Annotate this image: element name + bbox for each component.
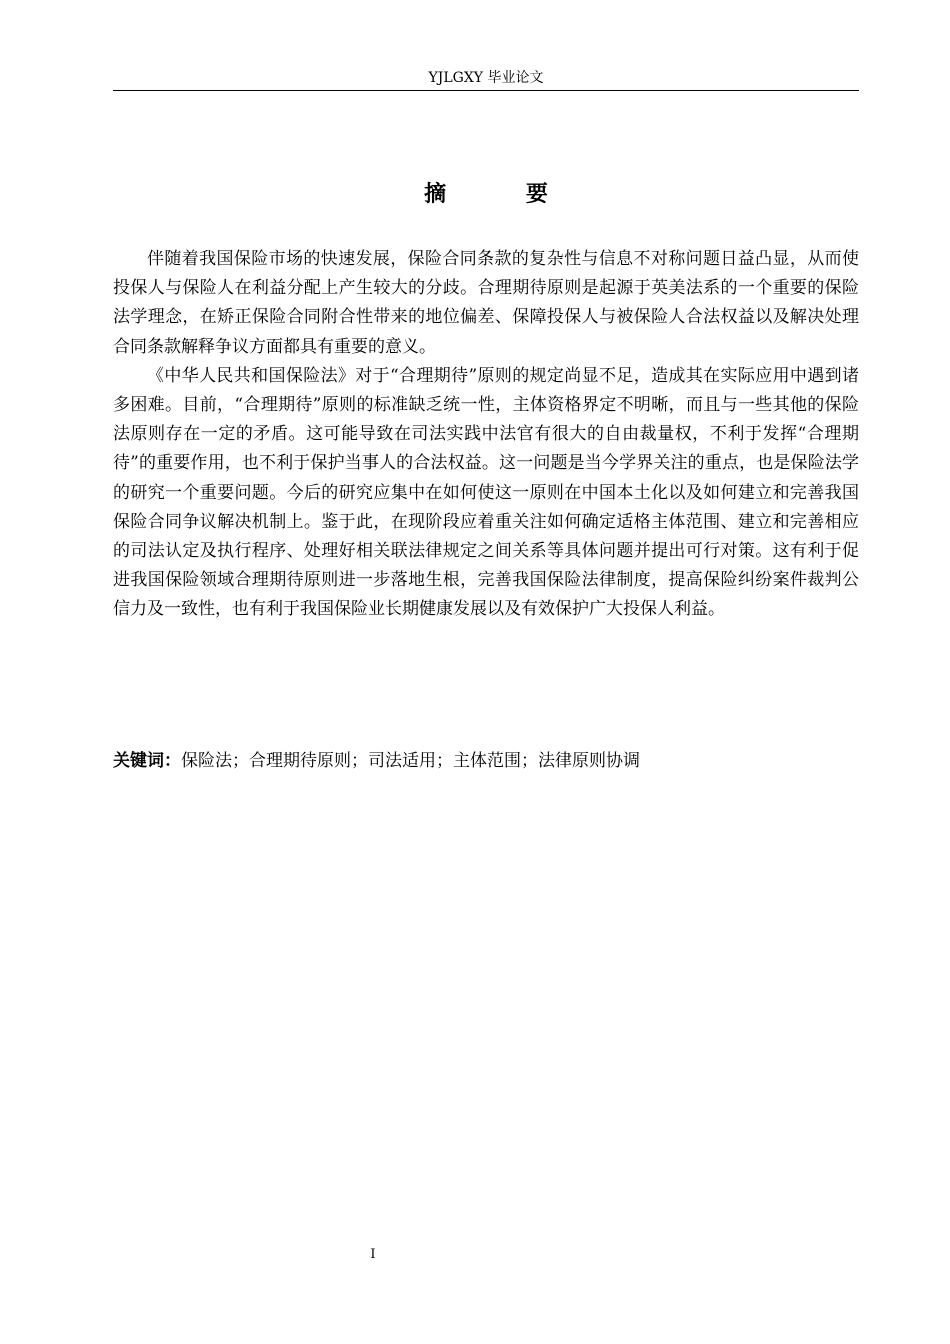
- abstract-title: 摘 要: [424, 182, 584, 207]
- abstract-paragraph-2: 《中华人民共和国保险法》对于“合理期待”原则的规定尚显不足，造成其在实际应用中遇到诸多困难。目前，“合理期待”原则的标准缺乏统一性，主体资格界定不明晰，而且与一些其他的保险法原则存在一定的矛盾。这可能导致在司法实践中法官有很大的自由裁量权，不利于发挥“合理期待”的重要作用，也不利于保护当事人的合法权益。这一问题是当今学界关注的重点，也是保险法学的研究一个重要问题。今后的研究应集中在如何使这一原则在中国本土化以及如何建立和完善我国保险合同争议解决机制上。鉴于此，在现阶段应着重关注如何确定适格主体范围、建立和完善相应的司法认定及执行程序、处理好相关联法律规定之间关系等具体问题并提出可行对策。这有利于促进我国保险领域合理期待原则进一步落地生根，完善我国保险法律制度，提高保险纠纷案件裁判公信力及一致性，也有利于我国保险业长期健康发展以及有效保护广大投保人利益。: [113, 365, 859, 620]
- abstract-body: [113, 245, 859, 625]
- header-rule: [113, 90, 859, 91]
- keywords-value: 保险法；合理期待原则；司法适用；主体范围；法律原则协调: [181, 751, 640, 771]
- keywords-label: 关键词：: [113, 751, 181, 771]
- abstract-paragraph-1: 伴随着我国保险市场的快速发展，保险合同条款的复杂性与信息不对称问题日益凸显，从而使投保人与保险人在利益分配上产生较大的分歧。合理期待原则是起源于英美法系的一个重要的保险法学理念，在矫正保险合同附合性带来的地位偏差、保障投保人与被保险人合法权益以及解决处理合同条款解释争议方面都具有重要的意义。: [113, 249, 859, 357]
- running-header: YJLGXY 毕业论文: [428, 70, 544, 86]
- keywords-line: [113, 747, 859, 776]
- page-number: I: [370, 1247, 376, 1262]
